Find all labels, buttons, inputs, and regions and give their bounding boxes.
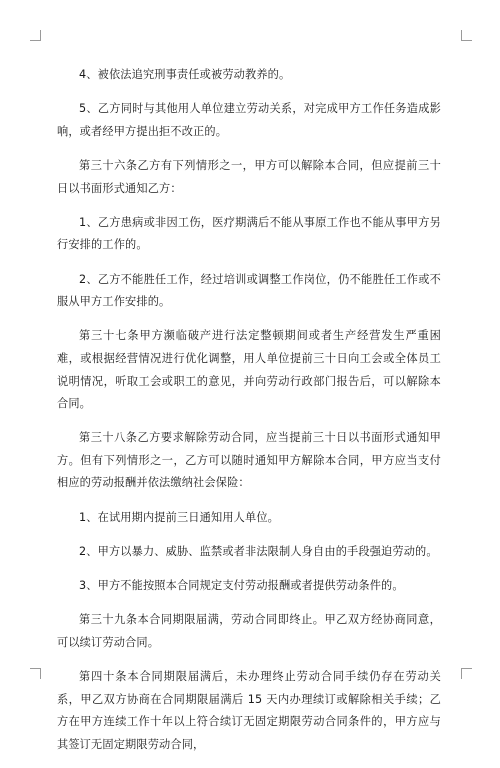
document-body: [57, 64, 441, 768]
crop-mark-bottom-right: [461, 668, 472, 679]
article-39: 第三十九条本合同期限届满，劳动合同即终止。甲乙双方经协商同意，可以续订劳动合同。: [57, 613, 441, 649]
article-36: 第三十六条乙方有下列情形之一，甲方可以解除本合同，但应提前三十日以书面形式通知乙方：: [57, 158, 441, 195]
article-38: 第三十八条乙方要求解除劳动合同，应当提前三十日以书面形式通知甲方。但有下列情形之一，乙方可以随时通知甲方解除本合同，甲方应当支付相应的劳动报酬并依法缴纳社会保险：: [57, 431, 441, 490]
paragraph: 3、甲方不能按照本合同规定支付劳动报酬或者提供劳动条件的。: [79, 579, 404, 593]
paragraph: 1、乙方患病或非因工伤，医疗期满后不能从事原工作也不能从事甲方另行安排的工作的。: [57, 215, 441, 252]
article-37: 第三十七条甲方濒临破产进行法定整顿期间或者生产经营发生严重困难，或根据经营情况进行优化调整，用人单位提前三十日向工会或全体员工说明情况，听取工会或职工的意见，并向劳动行政部门报告后，可以解除本合同。: [57, 329, 441, 411]
paragraph: 2、乙方不能胜任工作，经过培训或调整工作岗位，仍不能胜任工作或不服从甲方工作安排的。: [57, 272, 441, 309]
paragraph: 5、乙方同时与其他用人单位建立劳动关系，对完成甲方工作任务造成影响，或者经甲方提出拒不改正的。: [57, 102, 441, 138]
paragraph: 4、被依法追究刑事责任或被劳动教养的。: [79, 68, 291, 81]
paragraph: 1、在试用期内提前三日通知用人单位。: [79, 510, 280, 524]
crop-mark-top-left: [30, 30, 41, 41]
crop-mark-bottom-left: [30, 668, 41, 679]
paragraph: 2、甲方以暴力、威胁、监禁或者非法限制人身自由的手段强迫劳动的。: [79, 544, 438, 558]
crop-mark-top-right: [461, 30, 472, 41]
article-40: 第四十条本合同期限届满后，未办理终止劳动合同手续仍存在劳动关系，甲乙双方协商在合同期限届满后 15 天内办理续订或解除相关手续；乙方在甲方连续工作十年以上符合续订无固定期限劳动合同条件的，甲方应与其签订无固定期限劳动合同，: [57, 670, 441, 751]
